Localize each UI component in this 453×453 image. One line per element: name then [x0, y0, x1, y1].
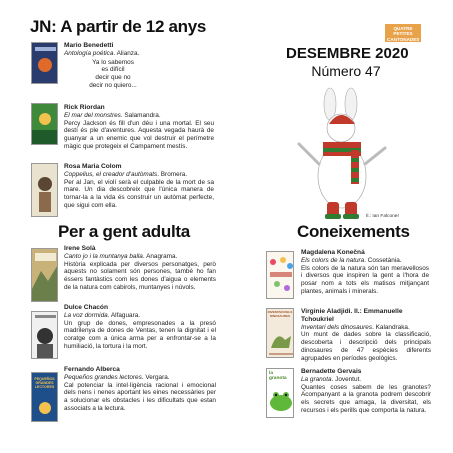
cover-title-line: LECTORES — [34, 385, 55, 390]
cover-art — [267, 318, 294, 358]
book-entry-alberca — [64, 366, 216, 413]
issue-month: DESEMBRE 2020 — [286, 45, 409, 62]
cover-title: INVENTARI DELS DINOSAURES — [267, 310, 293, 318]
poem-line: Ya lo sabemos — [92, 58, 134, 66]
book-author: Magdalena Konečná — [301, 249, 365, 256]
illustrator-credit: Il.: Ian Falconer — [366, 214, 400, 219]
book-reference: La granota. Joventut. — [301, 375, 362, 383]
book-description: Cal potenciar la intel·ligència racional i emocional dels nens i nenes aportant les eines necessàries per a solucionar els obstacles i les dificultats que estan associats a la lectura. — [64, 381, 216, 412]
cover-art — [32, 164, 58, 217]
cover-title-line: PEQUEÑOS — [34, 377, 55, 381]
cover-art — [32, 390, 58, 420]
cover-title: la granota — [269, 371, 287, 381]
book-author: Fernando Alberca — [64, 366, 120, 373]
book-author: Rick Riordan — [64, 104, 105, 111]
book-publisher: Kalandraka. — [375, 323, 410, 331]
book-description: Quantes coses sabem de les granotes? Acompanyant a la granota podrem descobrir els secrets que amaga, la diversitat, els recursos i els perills que comporta la natura. — [301, 383, 431, 414]
book-entry-sola — [64, 245, 216, 292]
cover-art — [267, 381, 294, 418]
book-publisher: Salamandra. — [124, 111, 161, 119]
book-author: Virginie Aladjidi. Il.: Emmanuelle Tchoukriel — [301, 308, 403, 323]
book-cover-pequenos-grandes-lectores — [31, 372, 58, 422]
book-title: Pequeños grandes lectores — [64, 373, 142, 381]
book-publisher: Alfaguara. — [110, 311, 141, 319]
book-entry-benedetti — [64, 42, 214, 90]
book-reference: Inventari dels dinosaures. Kalandraka. — [301, 323, 410, 331]
cover-title — [32, 373, 57, 390]
book-entry-gervais — [301, 368, 431, 415]
poem-line: decir no quiero... — [89, 81, 137, 89]
book-title: Antología poética — [64, 49, 114, 57]
cover-art — [32, 43, 58, 84]
book-publisher: Anagrama. — [146, 252, 178, 260]
book-description: Un grup de dones, empresonades a la presó madrilenya de dones de Ventas, tenen la dignitat i el coratge com a única arma per a enfrontar-se a la humiliació, la tortura i la mort. — [64, 319, 216, 350]
book-reference: El mar del monstres. Salamandra. — [64, 111, 161, 119]
logo-line: CANTONADES — [387, 36, 420, 42]
cover-illustration — [285, 84, 405, 234]
publication-logo — [385, 24, 421, 42]
book-reference: Els colors de la natura. Cossetània. — [301, 256, 402, 264]
section-title-knowledge: Coneixements — [297, 222, 410, 241]
book-reference: La voz dormida. Alfaguara. — [64, 311, 141, 319]
book-description: Els colors de la natura són tan meravellosos i diversos que inspiren la gent a l'hora de posar nom a tots els matisos mitjançant plantes, animals i minerals. — [301, 264, 429, 295]
book-publisher: Alianza. — [116, 49, 140, 57]
book-publisher: Cossetània. — [367, 256, 402, 264]
book-cover-la-voz-dormida — [31, 311, 58, 359]
book-publisher: Joventut. — [335, 375, 362, 383]
poem-excerpt — [68, 59, 158, 90]
book-author: Bernadette Gervais — [301, 368, 362, 375]
book-entry-colom — [64, 163, 214, 210]
book-description: Percy Jackson és fill d'un déu i una mortal. El seu destí és ple d'aventures. Aquesta vegada haurà de guanyar a un enemic que vol destruir el perímetre màgic que protegeix el Campament mestís. — [64, 119, 214, 150]
cover-title-line: GRANDES — [35, 381, 54, 386]
cover-art — [32, 249, 58, 302]
book-author: Dulce Chacón — [64, 304, 108, 311]
section-title-adults: Per a gent adulta — [58, 222, 190, 241]
poem-line: decir que no — [95, 74, 131, 82]
book-description: Un munt de dades sobre la classificació, descoberta i descripció dels principals dinosaures de 47 espècies diferents agrupades en períodes geològics. — [301, 331, 431, 362]
issue-number: Número 47 — [311, 63, 381, 79]
logo-line: QUATRE PETITES — [393, 26, 413, 37]
book-publisher: Bromera. — [160, 170, 188, 178]
issue-info — [286, 45, 409, 79]
book-entry-konecna — [301, 249, 429, 296]
book-author: Rosa Maria Colom — [64, 163, 122, 170]
cover-art — [32, 312, 58, 359]
book-cover-coppelius — [31, 163, 58, 217]
book-cover-el-mar-dels-monstres — [31, 103, 58, 145]
book-title: La granota — [301, 375, 332, 383]
book-cover-antologia-poetica — [31, 42, 58, 84]
book-title: Els colors de la natura — [301, 256, 365, 264]
book-author: Mario Benedetti — [64, 42, 114, 49]
cover-art — [267, 252, 294, 299]
book-reference: Antología poética. Alianza. — [64, 49, 140, 57]
section-title-jn: JN: A partir de 12 anys — [30, 17, 207, 36]
book-entry-riordan — [64, 104, 214, 151]
book-title: Canto jo i la muntanya balla — [64, 252, 143, 260]
book-cover-canto-jo — [31, 248, 58, 302]
book-cover-inventari-dels-dinosaures — [266, 308, 294, 358]
book-publisher: Vergara. — [145, 373, 170, 381]
cover-art — [32, 104, 58, 145]
book-entry-aladjidi — [301, 308, 431, 363]
book-title: La voz dormida — [64, 311, 108, 319]
book-description: Història explicada per diversos personatges, però aquests no solament són persones, també ho fan éssers fantàstics com les dones d'aigua o elements de la natura com cabirols, muntanyes i núvols. — [64, 260, 216, 291]
poem-line: es difícil — [101, 66, 125, 74]
book-reference: Pequeños grandes lectores. Vergara. — [64, 373, 170, 381]
book-title: Coppelius, el creador d'autòmats — [64, 170, 158, 178]
book-cover-els-colors-de-la-natura — [266, 251, 294, 299]
book-entry-chacon — [64, 304, 216, 351]
book-cover-la-granota — [266, 368, 294, 418]
book-author: Irene Solà — [64, 245, 96, 252]
book-reference: Coppelius, el creador d'autòmats. Bromera. — [64, 170, 188, 178]
book-title: El mar del monstres — [64, 111, 121, 119]
book-reference: Canto jo i la muntanya balla. Anagrama. — [64, 252, 178, 260]
book-title: Inventari dels dinosaures — [301, 323, 373, 331]
book-description: Per al Jan, el violí serà el culpable de la mort de sa mare. Un dia descobreix que l'única manera de tornar-la a la vida és construir un autòmat perfecte, que sigui com ella. — [64, 178, 214, 209]
